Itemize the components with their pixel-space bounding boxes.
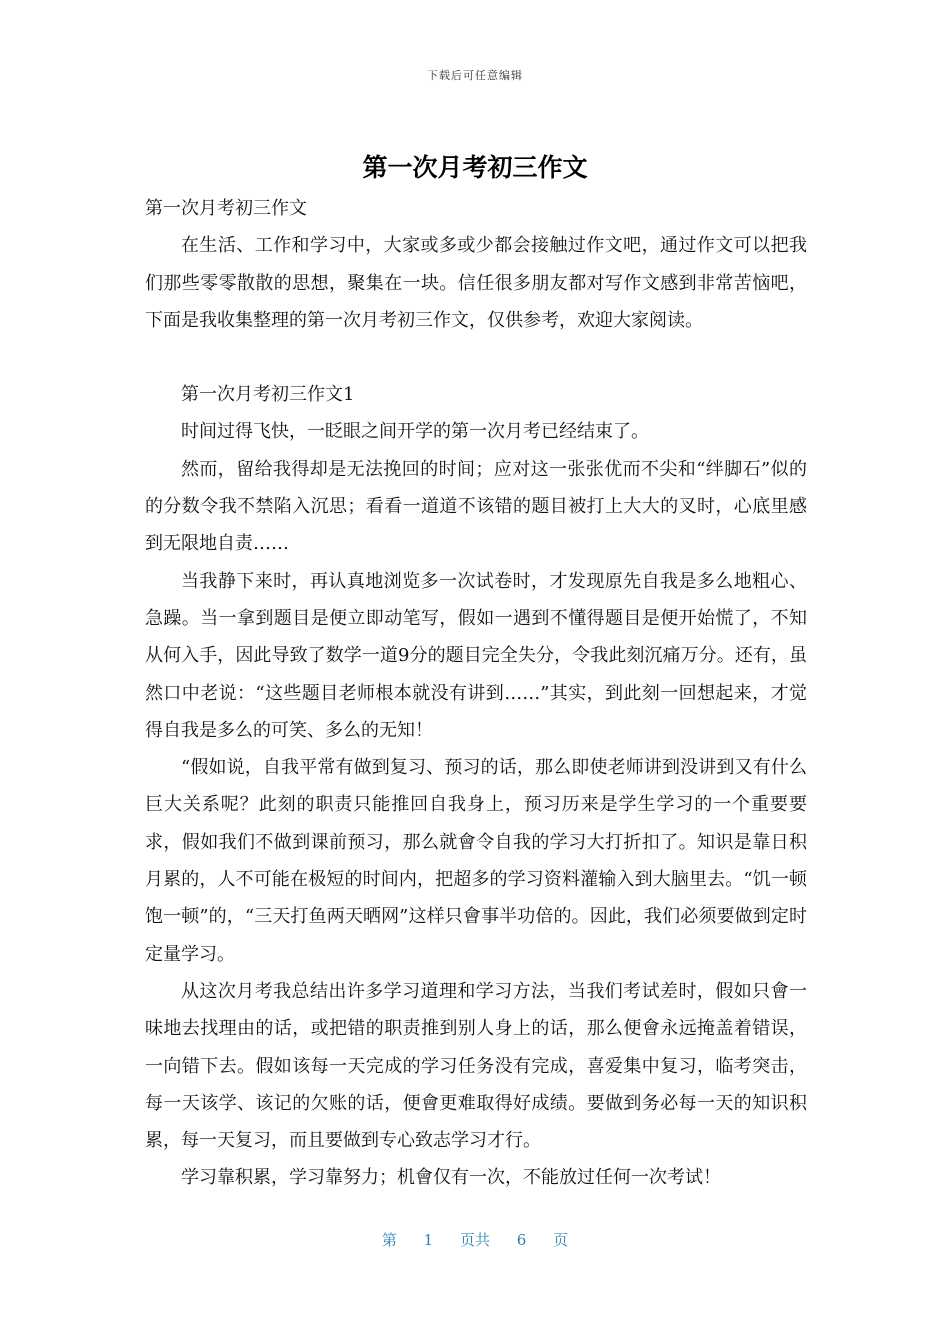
subtitle-line: 第一次月考初三作文	[145, 198, 307, 219]
footer-prefix: 第	[381, 1231, 397, 1249]
section-spacer	[145, 339, 807, 376]
body-paragraph: 学习靠积累，学习靠努力；机會仅有一次，不能放过任何一次考试！	[181, 1167, 721, 1189]
footer-suffix: 页	[553, 1231, 569, 1249]
body-paragraph: 时间过得飞快，一眨眼之间开学的第一次月考已经结束了。	[181, 421, 649, 443]
body-paragraph: 从这次月考我总结出许多学习道理和学习方法，当我们考试差时，假如只會一味地去找理由的话，或把错的职责推到别人身上的话，那么便會永远掩盖着错误，一向错下去。假如该每一天完成的学习任务没有完成，喜爱集中复习，临考突击，每一天该学、该记的欠账的话，便會更难取得好成绩。要做到务必每一天的知识积累，每一天复习，而且要做到专心致志学习才行。	[145, 980, 807, 1152]
body-paragraph: “假如说，自我平常有做到复习、预习的话，那么即使老师讲到没讲到又有什么巨大关系呢？此刻的职责只能推回自我身上，预习历来是学生学习的一个重要要求，假如我们不做到课前预习，那么就會令自我的学习大打折扣了。知识是靠日积月累的，人不可能在极短的时间内，把超多的学习资料灌输入到大脑里去。“饥一顿饱一顿”的，“三天打鱼两天晒网”这样只會事半功倍的。因此，我们必须要做到定时定量学习。	[145, 757, 807, 965]
section-heading: 第一次月考初三作文1	[181, 384, 355, 406]
footer-middle: 页共	[459, 1231, 490, 1249]
page-footer	[0, 1229, 950, 1250]
header-note: 下载后可任意编辑	[427, 69, 523, 82]
footer-page-number: 1	[423, 1231, 434, 1249]
footer-total-pages: 6	[516, 1231, 527, 1249]
body-paragraph: 然而，留给我得却是无法挽回的时间；应对这一张张优而不尖和“绊脚石”似的的分数令我不禁陷入沉思；看看一道道不该错的题目被打上大大的叉时，心底里感到无限地自责……	[145, 458, 807, 555]
document-title: 第一次月考初三作文	[362, 153, 588, 182]
intro-paragraph: 在生活、工作和学习中，大家或多或少都会接触过作文吧，通过作文可以把我们那些零零散散的思想，聚集在一块。信任很多朋友都对写作文感到非常苦恼吧，下面是我收集整理的第一次月考初三作文，仅供参考，欢迎大家阅读。	[145, 235, 807, 331]
document-body	[145, 190, 807, 1197]
body-paragraph: 当我静下来时，再认真地浏览多一次试卷时，才发现原先自我是多么地粗心、急躁。当一拿到题目是便立即动笔写，假如一遇到不懂得题目是便开始慌了，不知从何入手，因此导致了数学一道9分的题目完全失分，令我此刻沉痛万分。还有，虽然口中老说：“这些题目老师根本就没有讲到……”其实，到此刻一回想起来，才觉得自我是多么的可笑、多么的无知！	[145, 570, 807, 741]
